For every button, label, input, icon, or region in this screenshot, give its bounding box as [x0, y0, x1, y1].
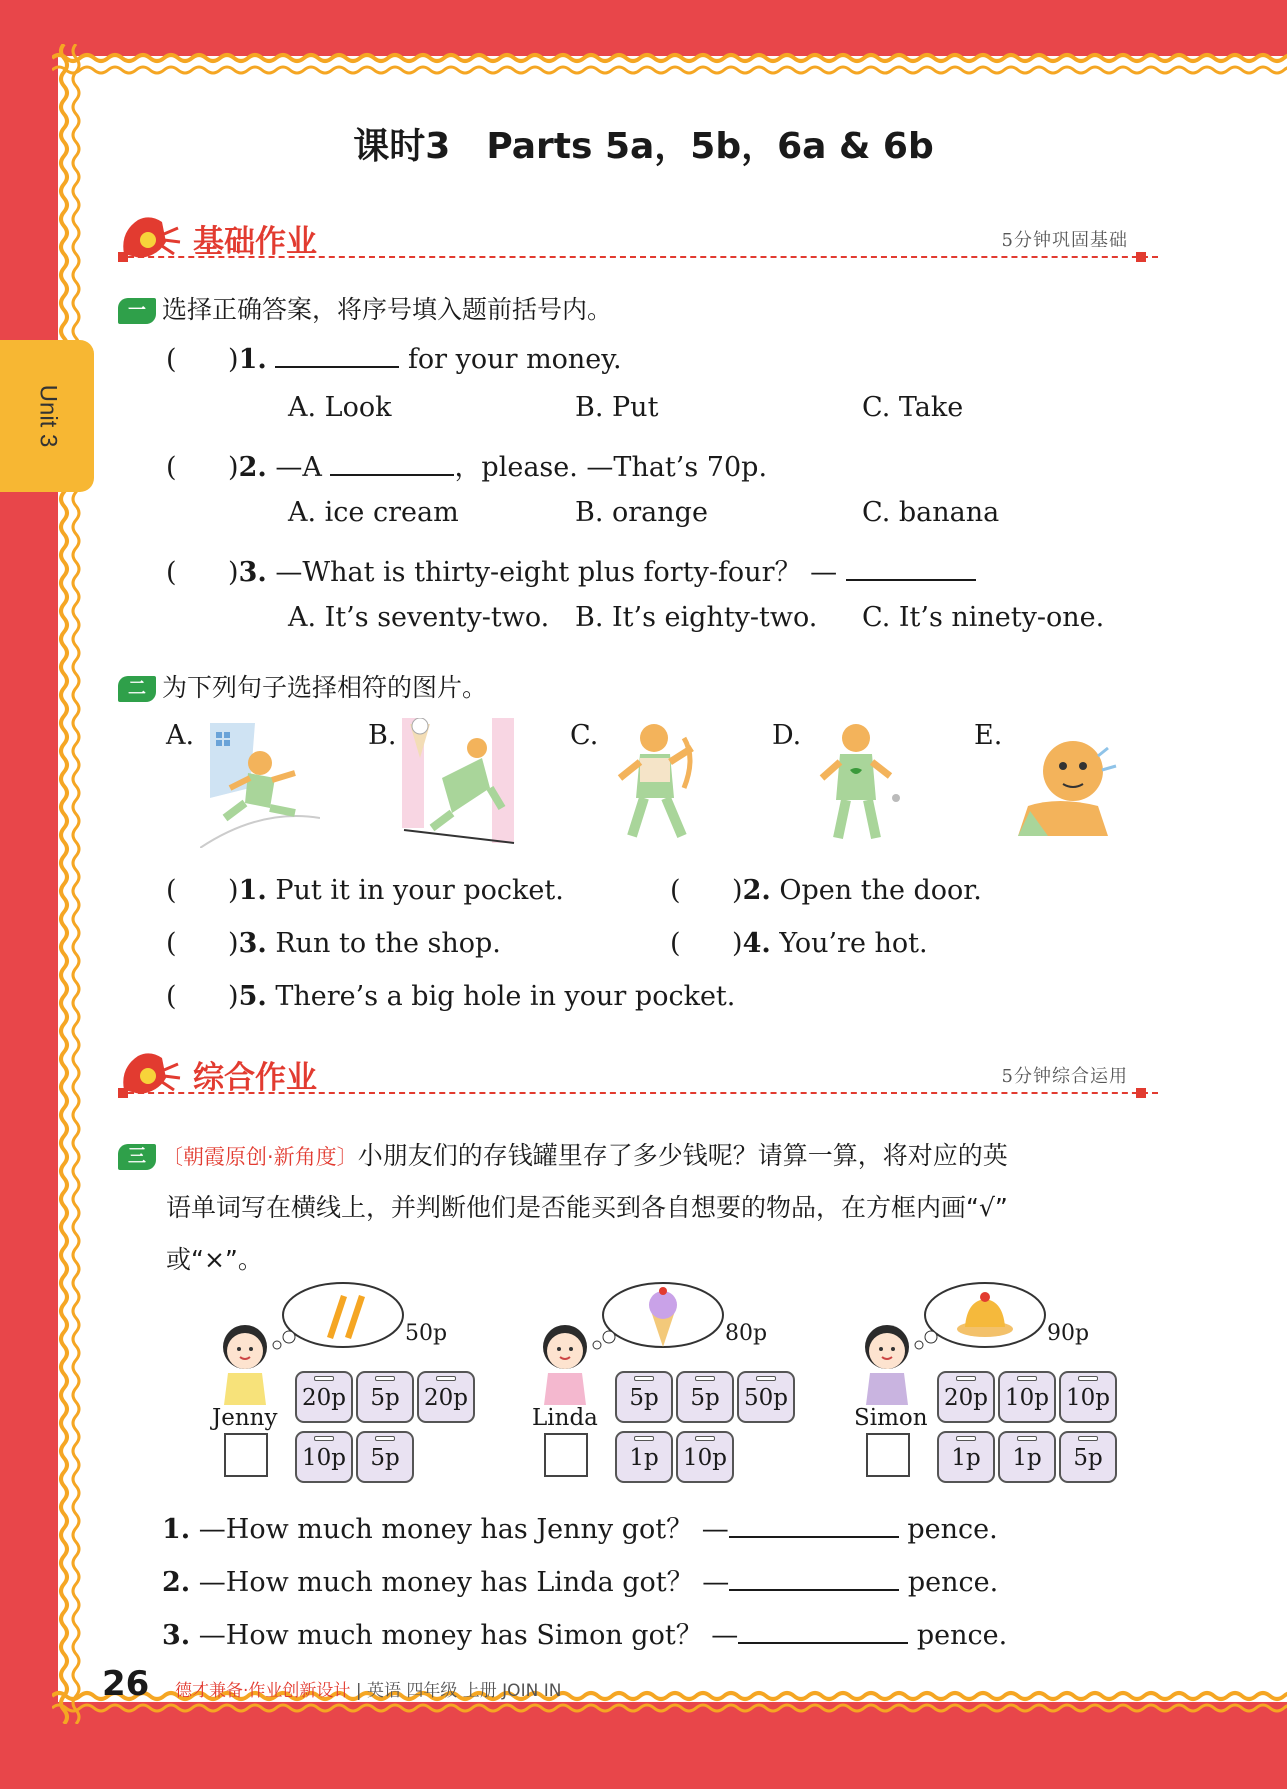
money-jar: 20p — [417, 1371, 475, 1423]
answer-paren[interactable]: ( ) — [166, 344, 239, 375]
money-jar: 5p — [356, 1431, 414, 1483]
footer-subject: 英语 — [366, 1681, 401, 1701]
part-badge: 一 — [118, 298, 156, 324]
part1-instruction: 选择正确答案，将序号填入题前括号内。 — [162, 295, 613, 324]
pudding-icon — [907, 1277, 1047, 1357]
kid-group — [842, 1285, 1142, 1475]
item-price: 50p — [405, 1321, 448, 1346]
question-number: 2. — [238, 452, 267, 483]
answer-blank[interactable] — [729, 1510, 899, 1538]
money-jar: 5p — [356, 1371, 414, 1423]
sentence-text: There’s a big hole in your pocket. — [275, 981, 736, 1012]
option-b: B. Put — [575, 392, 659, 423]
money-question-row — [162, 1613, 1007, 1652]
picture-label: D. — [772, 720, 802, 751]
money-jar: 10p — [1059, 1371, 1117, 1423]
section-note: 5分钟综合运用 — [1001, 1066, 1128, 1087]
money-jar: 20p — [295, 1371, 353, 1423]
answer-blank[interactable] — [738, 1616, 908, 1644]
divider — [118, 256, 1158, 258]
pencils-icon — [265, 1277, 405, 1357]
money-jar: 5p — [615, 1371, 673, 1423]
page-number: 26 — [102, 1664, 150, 1704]
money-question-row — [162, 1560, 998, 1599]
question-suffix: pence. — [907, 1567, 999, 1598]
footer-grade: 四年级 — [406, 1681, 458, 1701]
option-b: B. orange — [575, 497, 708, 528]
tick-cross-box[interactable] — [544, 1433, 588, 1477]
question-text: for your money. — [407, 344, 622, 375]
match-row — [166, 981, 735, 1012]
kid-group — [520, 1285, 820, 1475]
footer-brand: 德才兼备·作业创新设计 — [175, 1681, 351, 1701]
question-text: —How much money has Jenny got？ — — [198, 1514, 729, 1545]
match-row — [166, 928, 501, 959]
divider-dot — [1136, 252, 1146, 262]
part1-instruction-row — [118, 290, 612, 326]
sentence-text: You’re hot. — [779, 928, 928, 959]
option-a: A. ice cream — [288, 497, 459, 528]
question-number: 3. — [162, 1620, 191, 1651]
money-jar: 10p — [676, 1431, 734, 1483]
sentence-text: Put it in your pocket. — [275, 875, 564, 906]
section-note: 5分钟巩固基础 — [1001, 230, 1128, 251]
part-badge: 二 — [118, 676, 156, 702]
page-title: 课时3 Parts 5a，5b，6a & 6b — [353, 126, 934, 167]
part2-instruction: 为下列句子选择相符的图片。 — [162, 673, 488, 702]
fill-blank[interactable] — [846, 553, 976, 581]
question-suffix: pence. — [916, 1620, 1008, 1651]
match-row — [166, 875, 564, 906]
section-header-comprehensive — [118, 1048, 1158, 1098]
money-jar: 1p — [937, 1431, 995, 1483]
money-jar: 5p — [1059, 1431, 1117, 1483]
divider-dot — [1136, 1088, 1146, 1098]
question-text: —How much money has Linda got？ — — [198, 1567, 730, 1598]
section-header-basic — [118, 212, 1158, 262]
kid-name: Simon — [854, 1405, 928, 1431]
match-row — [670, 928, 928, 959]
tiger-opening-door-illustration — [402, 718, 522, 848]
divider — [118, 1092, 1158, 1094]
question-number: 1. — [238, 344, 267, 375]
question-text-before: —What is thirty-eight plus forty-four？ — — [275, 557, 838, 588]
question-row — [166, 445, 767, 484]
question-row — [166, 340, 622, 375]
option-c: C. It’s ninety-one. — [862, 602, 1105, 633]
question-number: 1. — [162, 1514, 191, 1545]
picture-label: E. — [974, 720, 1003, 751]
money-jar: 1p — [998, 1431, 1056, 1483]
fill-blank[interactable] — [330, 448, 454, 476]
answer-blank[interactable] — [729, 1563, 899, 1591]
divider-dot — [118, 252, 128, 262]
section-label: 基础作业 — [193, 224, 317, 260]
answer-paren[interactable]: ( ) — [166, 875, 239, 906]
option-b: B. It’s eighty-two. — [575, 602, 818, 633]
tick-cross-box[interactable] — [866, 1433, 910, 1477]
option-a: A. It’s seventy-two. — [288, 602, 550, 633]
option-c: C. Take — [862, 392, 964, 423]
question-row — [166, 550, 976, 589]
part3-tag: 〔朝霞原创·新角度〕 — [162, 1145, 358, 1169]
part3-instruction-line1 — [118, 1136, 1168, 1172]
money-jar: 10p — [998, 1371, 1056, 1423]
answer-paren[interactable]: ( ) — [166, 452, 239, 483]
tiger-running-to-shop-illustration — [200, 718, 320, 848]
sentence-number: 3. — [238, 928, 267, 959]
question-suffix: pence. — [907, 1514, 998, 1545]
part2-instruction-row — [118, 668, 487, 704]
money-question-row — [162, 1507, 998, 1546]
picture-label: C. — [570, 720, 599, 751]
money-jar: 10p — [295, 1431, 353, 1483]
money-jar: 50p — [737, 1371, 795, 1423]
picture-label: A. — [166, 720, 195, 751]
option-a: A. Look — [288, 392, 392, 423]
answer-paren[interactable]: ( ) — [166, 981, 239, 1012]
part3-instruction-line2: 语单词写在横线上，并判断他们是否能买到各自想要的物品，在方框内画“√” — [166, 1193, 1008, 1222]
item-price: 90p — [1047, 1321, 1090, 1346]
sentence-number: 4. — [742, 928, 771, 959]
part-badge: 三 — [118, 1144, 156, 1170]
sentence-number: 2. — [742, 875, 771, 906]
answer-paren[interactable]: ( ) — [670, 875, 743, 906]
sentence-number: 1. — [238, 875, 267, 906]
item-price: 80p — [725, 1321, 768, 1346]
money-jar: 5p — [676, 1371, 734, 1423]
option-c: C. banana — [862, 497, 1000, 528]
unit-tab-label: Unit 3 — [33, 384, 61, 448]
sentence-text: Open the door. — [779, 875, 982, 906]
tiger-hole-pocket-illustration — [806, 718, 926, 848]
tiger-pocket-illustration — [604, 718, 724, 848]
footer-brand-line: 德才兼备·作业创新设计 | 英语 四年级 上册 JOIN IN — [175, 1681, 562, 1701]
money-jar: 1p — [615, 1431, 673, 1483]
footer-edition: JOIN IN — [502, 1681, 562, 1701]
match-row — [670, 875, 982, 906]
kid-name: Linda — [532, 1405, 598, 1431]
sentence-number: 5. — [238, 981, 267, 1012]
question-number: 3. — [238, 557, 267, 588]
hot-tiger-illustration — [1008, 726, 1128, 856]
ice-cream-icon — [585, 1277, 725, 1357]
kid-group — [200, 1285, 500, 1475]
part3-instruction-line3: 或“×”。 — [166, 1245, 263, 1274]
tick-cross-box[interactable] — [224, 1433, 268, 1477]
section-label: 综合作业 — [193, 1060, 317, 1096]
sentence-text: Run to the shop. — [275, 928, 501, 959]
answer-paren[interactable]: ( ) — [670, 928, 743, 959]
divider-dot — [118, 1088, 128, 1098]
question-number: 2. — [162, 1567, 191, 1598]
money-jar: 20p — [937, 1371, 995, 1423]
question-text-before: —A — [275, 452, 322, 483]
question-text: —How much money has Simon got？ — — [198, 1620, 739, 1651]
part3-instruction-text: 小朋友们的存钱罐里存了多少钱呢？请算一算，将对应的英 — [357, 1141, 1008, 1170]
answer-paren[interactable]: ( ) — [166, 928, 239, 959]
unit-tab — [0, 340, 94, 492]
picture-label: B. — [368, 720, 397, 751]
kid-name: Jenny — [212, 1405, 278, 1431]
question-text: ，please. —That’s 70p. — [454, 452, 768, 483]
fill-blank[interactable] — [275, 340, 399, 368]
answer-paren[interactable]: ( ) — [166, 557, 239, 588]
footer-term: 上册 — [462, 1681, 497, 1701]
